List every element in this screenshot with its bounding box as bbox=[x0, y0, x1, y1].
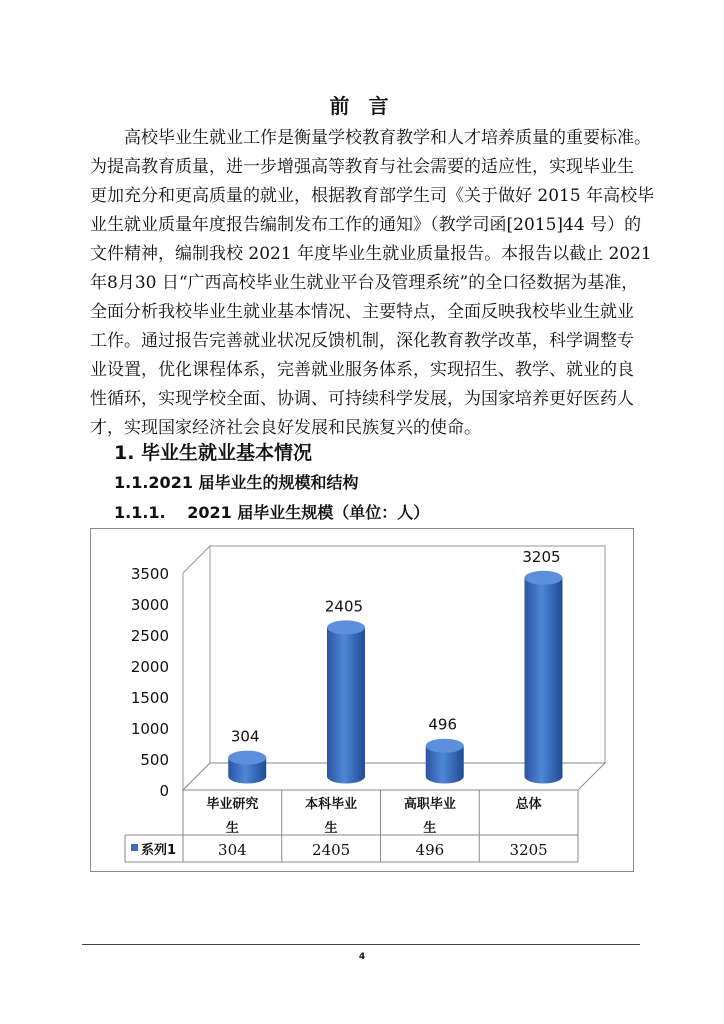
category-label: 生 bbox=[225, 821, 239, 836]
page-title: 前 言 bbox=[329, 94, 395, 118]
y-tick-label: 3500 bbox=[130, 565, 169, 583]
table-value: 304 bbox=[218, 841, 247, 859]
table-value: 2405 bbox=[312, 841, 351, 859]
paragraph-line: 更加充分和更高质量的就业，根据教育部学生司《关于做好 2015 年高校毕 bbox=[90, 186, 655, 206]
page-number: 4 bbox=[358, 952, 366, 962]
paragraph-line: 工作。通过报告完善就业状况反馈机制，深化教育教学改革，科学调整专 bbox=[90, 331, 634, 351]
data-label: 304 bbox=[230, 727, 260, 746]
data-label: 3205 bbox=[522, 547, 561, 566]
category-label: 毕业研究 bbox=[206, 797, 259, 812]
subsubsection-heading: 1.1.1. 2021 届毕业生规模（单位：人） bbox=[114, 503, 430, 522]
section-heading: 1. 毕业生就业基本情况 bbox=[114, 442, 313, 464]
bar-cylinder-top bbox=[426, 739, 464, 753]
category-label: 生 bbox=[423, 821, 437, 836]
paragraph-line: 性循环，实现学校全面、协调、可持续科学发展，为国家培养更好医药人 bbox=[90, 389, 634, 409]
category-label: 本科毕业 bbox=[305, 797, 358, 812]
bar-cylinder-top bbox=[524, 571, 562, 585]
paragraph-line: 文件精神，编制我校 2021 年度毕业生就业质量报告。本报告以截止 2021 bbox=[90, 244, 652, 264]
legend-key bbox=[131, 844, 138, 851]
category-label: 高职毕业 bbox=[403, 797, 456, 812]
chart-side-wall bbox=[183, 546, 210, 790]
paragraph-line: 高校毕业生就业工作是衡量学校教育教学和人才培养质量的重要标准。 bbox=[90, 128, 651, 148]
y-tick-label: 500 bbox=[140, 751, 169, 769]
footer-divider bbox=[82, 944, 640, 945]
y-tick-label: 2500 bbox=[130, 627, 169, 645]
paragraph-line: 全面分析我校毕业生就业基本情况、主要特点，全面反映我校毕业生就业 bbox=[90, 302, 634, 322]
paragraph-line: 年8月30 日“广西高校毕业生就业平台及管理系统”的全口径数据为基准， bbox=[90, 273, 639, 293]
graduate-scale-chart bbox=[90, 528, 634, 872]
data-label: 2405 bbox=[324, 597, 364, 616]
bar-cylinder bbox=[327, 627, 365, 783]
bar-cylinder bbox=[524, 578, 562, 784]
legend-label: 系列1 bbox=[141, 843, 177, 858]
y-tick-label: 2000 bbox=[130, 658, 169, 676]
chart-canvas bbox=[91, 529, 635, 873]
y-tick-label: 0 bbox=[159, 782, 169, 800]
category-label: 总体 bbox=[515, 797, 542, 812]
paragraph-line: 为提高教育质量，进一步增强高等教育与社会需要的适应性，实现毕业生 bbox=[90, 157, 634, 177]
bar-cylinder-top bbox=[228, 751, 266, 765]
table-value: 496 bbox=[415, 841, 445, 859]
subsection-heading: 1.1.2021 届毕业生的规模和结构 bbox=[114, 473, 359, 492]
category-label: 生 bbox=[324, 821, 338, 836]
y-tick-label: 1000 bbox=[130, 720, 169, 738]
y-tick-label: 3000 bbox=[130, 596, 169, 614]
data-label: 496 bbox=[428, 715, 458, 734]
paragraph-line: 才，实现国家经济社会良好发展和民族复兴的使命。 bbox=[90, 418, 481, 438]
table-value: 3205 bbox=[509, 841, 548, 859]
preface-paragraph bbox=[90, 124, 655, 443]
paragraph-line: 业生就业质量年度报告编制发布工作的通知》（教学司函[2015]44 号）的 bbox=[90, 215, 642, 235]
bar-cylinder-top bbox=[327, 620, 365, 634]
paragraph-line: 业设置，优化课程体系，完善就业服务体系，实现招生、教学、就业的良 bbox=[90, 360, 634, 380]
y-tick-label: 1500 bbox=[130, 689, 169, 707]
